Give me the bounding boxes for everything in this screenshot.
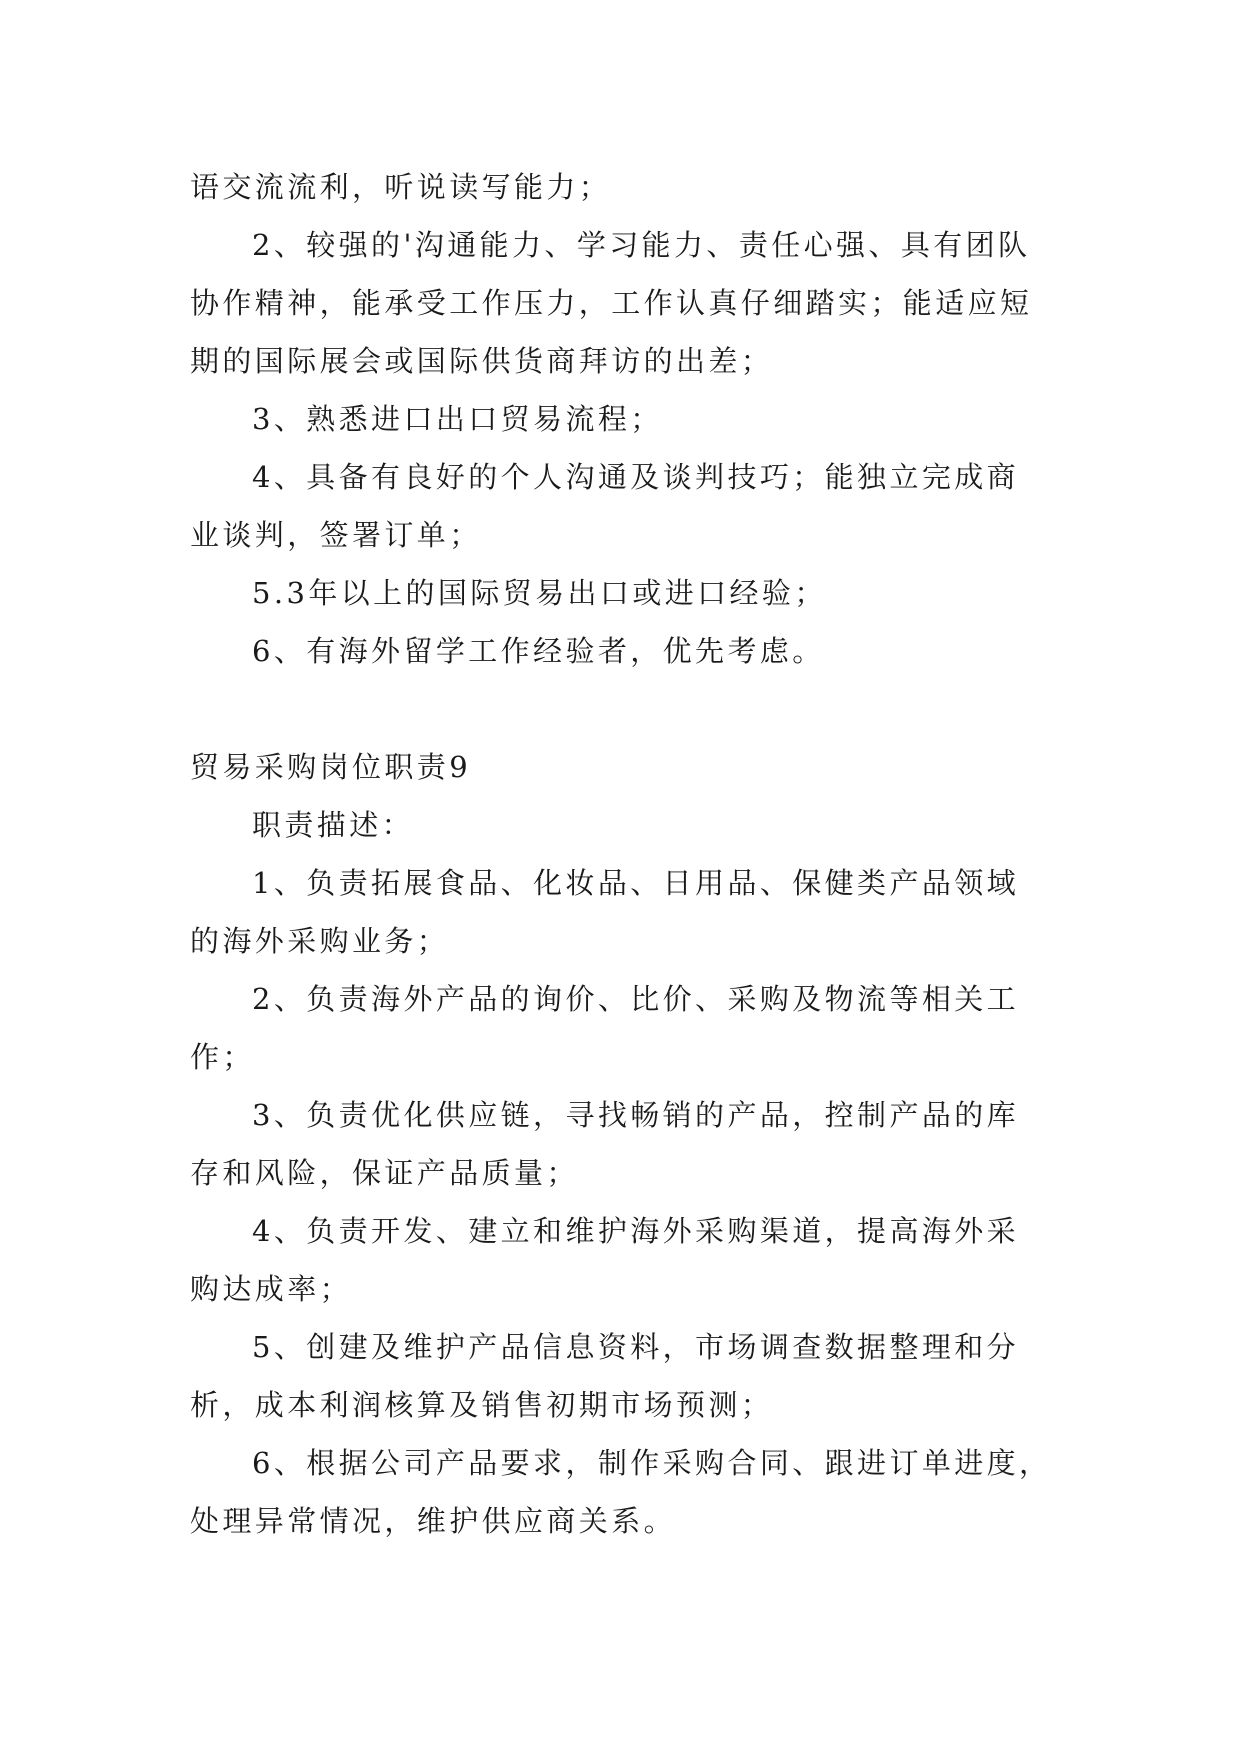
paragraph-line: 6、根据公司产品要求，制作采购合同、跟进订单进度， [252, 1446, 1052, 1480]
paragraph-line: 析，成本利润核算及销售初期市场预测； [190, 1388, 774, 1422]
paragraph-line: 作； [190, 1040, 255, 1074]
document-body [190, 158, 1052, 1550]
paragraph-line: 4、负责开发、建立和维护海外采购渠道，提高海外采 [252, 1214, 1020, 1248]
paragraph-line: 语交流流利，听说读写能力； [190, 170, 612, 204]
paragraph-line: 2、较强的'沟通能力、学习能力、责任心强、具有团队 [252, 228, 1031, 262]
paragraph-line: 1、负责拓展食品、化妆品、日用品、保健类产品领域 [252, 866, 1020, 900]
paragraph-line: 的海外采购业务； [190, 924, 450, 958]
paragraph-line: 业谈判，签署订单； [190, 518, 482, 552]
section-title: 贸易采购岗位职责9 [190, 750, 472, 784]
paragraph-line: 6、有海外留学工作经验者，优先考虑。 [252, 634, 825, 668]
section-duties [190, 738, 1052, 1550]
paragraph-line: 3、负责优化供应链，寻找畅销的产品，控制产品的库 [252, 1098, 1020, 1132]
paragraph-line: 期的国际展会或国际供货商拜访的出差； [190, 344, 774, 378]
section-requirements [190, 158, 1052, 680]
paragraph-line: 协作精神，能承受工作压力，工作认真仔细踏实；能适应短 [190, 286, 1033, 320]
paragraph-line: 5、创建及维护产品信息资料，市场调查数据整理和分 [252, 1330, 1020, 1364]
paragraph-line: 2、负责海外产品的询价、比价、采购及物流等相关工 [252, 982, 1020, 1016]
paragraph-line: 5.3年以上的国际贸易出口或进口经验； [252, 576, 827, 610]
paragraph-line: 处理异常情况，维护供应商关系。 [190, 1504, 677, 1538]
paragraph-line: 4、具备有良好的个人沟通及谈判技巧；能独立完成商 [252, 460, 1020, 494]
paragraph-line: 购达成率； [190, 1272, 353, 1306]
paragraph-line: 存和风险，保证产品质量； [190, 1156, 579, 1190]
paragraph-line: 职责描述： [252, 808, 415, 842]
paragraph-line: 3、熟悉进口出口贸易流程； [252, 402, 663, 436]
section-spacer [190, 680, 1052, 738]
